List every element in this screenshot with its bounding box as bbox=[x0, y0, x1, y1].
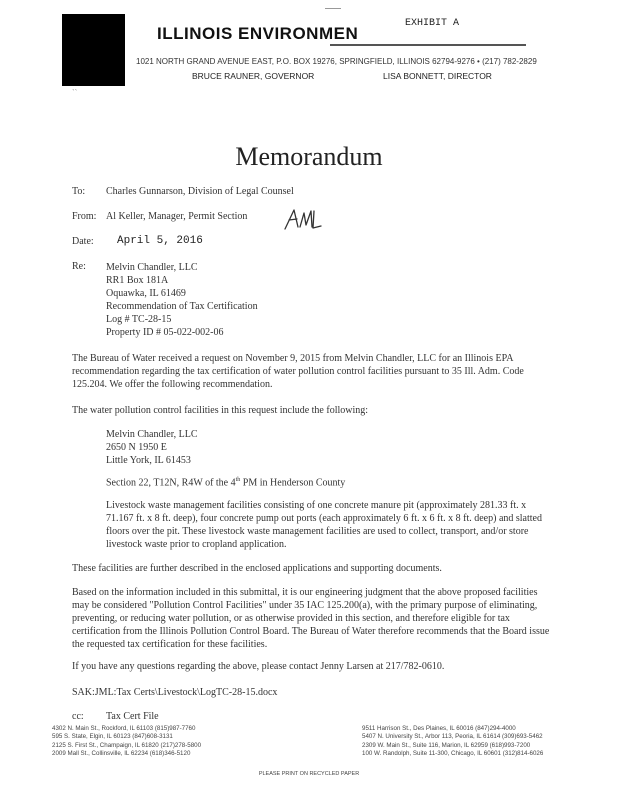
file-reference: SAK:JML:Tax Certs\Livestock\LogTC-28-15.docx bbox=[72, 687, 278, 698]
contact-paragraph: If you have any questions regarding the above, please contact Jenny Larsen at 217/782-0610. bbox=[72, 661, 445, 672]
intro-paragraph: The Bureau of Water received a request on November 9, 2015 from Melvin Chandler, LLC for an Illinois EPA recommendation regarding the tax certification of water pollution control facilities pursuant to 35 Ill. Adm. Code 125.204. We offer the following recommendation. bbox=[72, 353, 524, 390]
judgment-paragraph: Based on the information included in this submittal, it is our engineering judgment that the above proposed facilities may be considered "Pollution Control Facilities" under 35 IAC 125.200(a), with the primary purpose of eliminating, preventing, or reducing water pollution, or as otherwise provided in this section, and therefore eligible for tax certification from the Illinois Pollution Control Board. The Bureau of Water therefore recommends that the Board issue the requested tax certification for these facilities. bbox=[72, 587, 550, 650]
re-line: Melvin Chandler, LLC bbox=[106, 262, 198, 273]
cc-label: cc: bbox=[72, 711, 84, 722]
signature-initials bbox=[282, 207, 322, 233]
re-line: Oquawka, IL 61469 bbox=[106, 288, 186, 299]
office-address: 2309 W. Main St., Suite 116, Marion, IL 62959 (618)993-7200 bbox=[362, 741, 531, 749]
director-name: LISA BONNETT, DIRECTOR bbox=[383, 71, 492, 81]
facility-address bbox=[106, 428, 198, 467]
date-value: April 5, 2016 bbox=[117, 235, 203, 247]
date-label: Date: bbox=[72, 236, 94, 247]
to-label: To: bbox=[72, 186, 86, 197]
documents-paragraph: These facilities are further described in the enclosed applications and supporting documents. bbox=[72, 563, 442, 574]
agency-address: 1021 NORTH GRAND AVENUE EAST, P.O. BOX 19276, SPRINGFIELD, ILLINOIS 62794-9276 • (217) 782-2829 bbox=[136, 57, 537, 66]
office-address: 2009 Mall St., Collinsville, IL 62234 (618)346-5120 bbox=[52, 749, 191, 757]
facilities-intro: The water pollution control facilities in this request include the following: bbox=[72, 405, 369, 416]
re-line: RR1 Box 181A bbox=[106, 275, 169, 286]
office-address: 4302 N. Main St., Rockford, IL 61103 (815)987-7760 bbox=[52, 725, 196, 732]
office-address: 5407 N. University St., Arbor 113, Peoria, IL 61614 (309)693-5462 bbox=[362, 733, 543, 741]
facility-location bbox=[106, 474, 550, 489]
office-address: 9511 Harrison St., Des Plaines, IL 60016 (847)294-4000 bbox=[362, 725, 516, 732]
recycled-paper-note: PLEASE PRINT ON RECYCLED PAPER bbox=[258, 771, 360, 777]
re-block bbox=[106, 261, 258, 339]
office-address: 595 S. State, Elgin, IL 60123 (847)608-3131 bbox=[52, 733, 173, 741]
re-label: Re: bbox=[72, 261, 86, 272]
office-address: 2125 S. First St., Champaign, IL 61820 (217)278-5800 bbox=[52, 741, 202, 749]
footer-offices-left bbox=[52, 725, 201, 758]
scan-mark bbox=[325, 8, 341, 9]
re-line: Property ID # 05-022-002-06 bbox=[106, 327, 224, 338]
re-line: Log # TC-28-15 bbox=[106, 314, 172, 325]
location-text-end: PM in Henderson County bbox=[240, 477, 346, 489]
governor-name: BRUCE RAUNER, GOVERNOR bbox=[192, 71, 315, 81]
facility-description: Livestock waste management facilities consisting of one concrete manure pit (approximately 281.33 ft. x 71.167 ft. x 8 ft. deep), four concrete pump out ports (each approximately 6 ft. x 6 ft. x 8 ft. deep) and slatted floors over the pit. These livestock waste management facilities are used to collect, transport, and/or store livestock waste prior to cropland application. bbox=[106, 500, 542, 550]
to-value: Charles Gunnarson, Division of Legal Counsel bbox=[106, 186, 294, 197]
cc-value: Tax Cert File bbox=[106, 711, 159, 722]
footer-offices-right bbox=[362, 725, 543, 758]
agency-name: ILLINOIS ENVIRONMEN bbox=[157, 24, 359, 43]
location-text: Section 22, T12N, R4W of the 4 bbox=[106, 477, 236, 489]
from-label: From: bbox=[72, 211, 97, 222]
re-line: Recommendation of Tax Certification bbox=[106, 301, 258, 312]
memo-title: Memorandum bbox=[235, 142, 383, 171]
redaction-line bbox=[330, 36, 526, 46]
office-address: 100 W. Randolph, Suite 11-300, Chicago, IL 60601 (312)814-6026 bbox=[362, 749, 544, 757]
facility-line: Little York, IL 61453 bbox=[106, 455, 191, 466]
exhibit-label: EXHIBIT A bbox=[405, 18, 460, 29]
facility-line: Melvin Chandler, LLC bbox=[106, 429, 198, 440]
facility-line: 2650 N 1950 E bbox=[106, 442, 167, 453]
redacted-logo bbox=[62, 14, 125, 86]
location-superscript: th bbox=[235, 477, 241, 483]
from-value: Al Keller, Manager, Permit Section bbox=[106, 211, 248, 222]
scan-tick: `` bbox=[72, 88, 78, 97]
